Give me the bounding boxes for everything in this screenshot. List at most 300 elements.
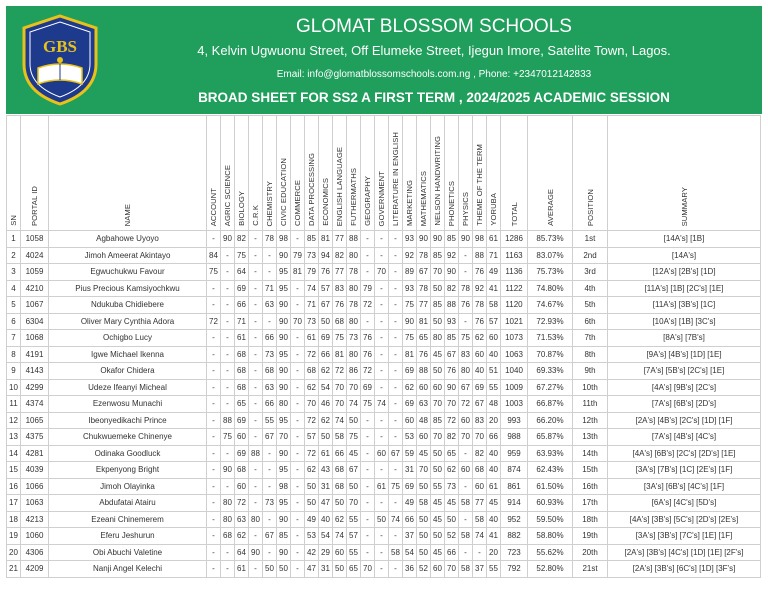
table-cell: 70 (277, 429, 291, 446)
table-cell: 88 (417, 363, 431, 380)
table-cell: - (361, 544, 375, 561)
table-cell: 88 (249, 445, 263, 462)
table-cell: 93 (403, 280, 417, 297)
table-cell: 2 (7, 247, 21, 264)
table-cell: - (389, 396, 403, 413)
table-cell: 80 (277, 396, 291, 413)
table-cell: 74.80% (528, 280, 573, 297)
table-cell: - (375, 346, 389, 363)
table-cell: - (389, 412, 403, 429)
table-cell: 85 (431, 247, 445, 264)
table-cell: 72 (445, 412, 459, 429)
table-cell: 64 (235, 544, 249, 561)
table-row (7, 429, 761, 446)
table-cell: 60 (235, 429, 249, 446)
column-header (305, 116, 319, 231)
table-cell: [7A's] [6B's] [2D's] (608, 396, 761, 413)
table-cell: 988 (501, 429, 528, 446)
table-cell: 69 (361, 379, 375, 396)
table-cell: [12A's] [2B's] [1D] (608, 264, 761, 281)
student-name-cell: Ochigbo Lucy (49, 330, 207, 347)
table-cell: 1122 (501, 280, 528, 297)
table-cell: - (207, 544, 221, 561)
table-cell: 6304 (21, 313, 49, 330)
table-cell: - (207, 297, 221, 314)
student-name-cell: Pius Precious Kamsiyochkwu (49, 280, 207, 297)
table-cell: 792 (501, 561, 528, 578)
table-cell: 6th (573, 313, 608, 330)
table-cell: 68 (235, 462, 249, 479)
table-cell: 58 (473, 511, 487, 528)
table-cell: - (375, 280, 389, 297)
table-cell: 72 (235, 495, 249, 512)
table-cell: 62 (403, 379, 417, 396)
table-row (7, 280, 761, 297)
table-cell: 74 (333, 528, 347, 545)
table-cell: - (291, 231, 305, 248)
table-cell: 90 (277, 363, 291, 380)
table-cell: - (249, 462, 263, 479)
table-cell: [10A's] [1B] [3C's] (608, 313, 761, 330)
table-cell: - (473, 544, 487, 561)
table-cell: 50 (417, 478, 431, 495)
table-cell: 57 (305, 429, 319, 446)
table-cell: 59 (403, 445, 417, 462)
table-cell: 77 (417, 297, 431, 314)
table-cell: 75.73% (528, 264, 573, 281)
school-contact: Email: info@glomatblossomschools.com.ng , Phone: +2347012142833 (276, 69, 592, 80)
table-cell: 73 (305, 313, 319, 330)
table-cell: 52.80% (528, 561, 573, 578)
student-name-cell: Ibeonyedikachi Prince (49, 412, 207, 429)
table-cell: 4210 (21, 280, 49, 297)
table-cell: 61 (487, 478, 501, 495)
table-cell: - (375, 379, 389, 396)
table-cell: 90 (277, 313, 291, 330)
table-cell: 50 (347, 412, 361, 429)
column-header (459, 116, 473, 231)
table-cell: 8th (573, 346, 608, 363)
table-cell: 61 (305, 330, 319, 347)
table-cell: 76 (473, 264, 487, 281)
table-row (7, 561, 761, 578)
table-cell: 84 (207, 247, 221, 264)
table-cell: 79 (361, 280, 375, 297)
table-cell: 20 (7, 544, 21, 561)
table-cell: 85 (431, 412, 445, 429)
table-cell: - (375, 231, 389, 248)
table-cell: - (389, 280, 403, 297)
table-cell: 67 (319, 297, 333, 314)
table-cell: 89 (403, 264, 417, 281)
table-cell: 62 (235, 528, 249, 545)
table-cell: 14 (7, 445, 21, 462)
table-cell: 50 (417, 544, 431, 561)
school-name: GLOMAT BLOSSOM SCHOOLS (296, 16, 572, 37)
table-row (7, 495, 761, 512)
column-header-label: LITERATURE IN ENGLISH (391, 132, 400, 226)
table-cell: 18 (7, 511, 21, 528)
table-cell: - (375, 462, 389, 479)
table-cell: 55 (347, 511, 361, 528)
table-cell: 7 (7, 330, 21, 347)
table-cell: 76 (361, 330, 375, 347)
table-cell: - (361, 313, 375, 330)
column-header (473, 116, 487, 231)
table-cell: 72 (305, 445, 319, 462)
table-row (7, 462, 761, 479)
table-cell: 69 (403, 363, 417, 380)
table-cell: 68 (305, 363, 319, 380)
table-cell: 88 (347, 231, 361, 248)
table-cell: 40 (319, 511, 333, 528)
table-cell: 75 (347, 429, 361, 446)
table-cell: 31 (319, 561, 333, 578)
table-cell: 71 (305, 297, 319, 314)
column-header-label: SN (9, 215, 18, 226)
table-cell: 4306 (21, 544, 49, 561)
table-cell: 17 (7, 495, 21, 512)
table-cell: 69 (235, 280, 249, 297)
table-cell: 60 (417, 429, 431, 446)
table-cell: 85 (445, 330, 459, 347)
student-name-cell: Chukwuemeke Chinenye (49, 429, 207, 446)
column-header (221, 116, 235, 231)
table-cell: 82 (235, 231, 249, 248)
table-cell: 85 (277, 528, 291, 545)
table-cell: 72 (361, 363, 375, 380)
column-header-label: ACCOUNT (209, 187, 218, 226)
table-cell: 1060 (21, 528, 49, 545)
table-cell: 50 (431, 528, 445, 545)
table-cell: 37 (403, 528, 417, 545)
table-cell: 37 (473, 561, 487, 578)
table-cell: 68 (333, 462, 347, 479)
table-cell: - (221, 280, 235, 297)
table-cell: 1st (573, 231, 608, 248)
table-cell: 53 (305, 528, 319, 545)
column-header (333, 116, 347, 231)
column-header-label: DATA PROCESSING (307, 153, 316, 226)
table-row (7, 313, 761, 330)
table-cell: 49 (487, 264, 501, 281)
table-cell: - (459, 313, 473, 330)
table-cell: - (459, 247, 473, 264)
table-cell: 1003 (501, 396, 528, 413)
table-cell: 45 (445, 495, 459, 512)
table-cell: [3A's] [3B's] [7C's] [1E] [1F] (608, 528, 761, 545)
table-cell: 61 (375, 478, 389, 495)
student-name-cell: Oliver Mary Cynthia Adora (49, 313, 207, 330)
table-cell: 88 (473, 247, 487, 264)
table-cell: 50 (333, 495, 347, 512)
table-cell: 50 (305, 478, 319, 495)
table-cell: 74 (347, 396, 361, 413)
table-cell: 4299 (21, 379, 49, 396)
table-cell: 75 (221, 429, 235, 446)
table-cell: 959 (501, 445, 528, 462)
table-cell: 52 (445, 528, 459, 545)
table-cell: 50 (445, 511, 459, 528)
table-cell: 81 (333, 346, 347, 363)
table-cell: 50 (431, 363, 445, 380)
table-cell: 61 (235, 330, 249, 347)
column-header-label: TOTAL (509, 201, 519, 226)
student-name-cell: Abdufatai Atairu (49, 495, 207, 512)
table-cell: 60 (375, 445, 389, 462)
table-cell: 61 (487, 231, 501, 248)
column-header-label: NELSON HANDWRITING (433, 136, 442, 226)
table-cell: 70.87% (528, 346, 573, 363)
table-cell: 54 (319, 379, 333, 396)
table-cell: 72 (459, 396, 473, 413)
table-cell: 80 (249, 511, 263, 528)
table-cell: 50 (431, 462, 445, 479)
table-cell: 79 (305, 264, 319, 281)
table-cell: - (291, 462, 305, 479)
table-cell: - (291, 561, 305, 578)
table-cell: 54 (319, 528, 333, 545)
table-cell: - (361, 528, 375, 545)
table-cell: - (389, 528, 403, 545)
table-cell: - (207, 280, 221, 297)
student-name-cell: Ezeani Chinemerem (49, 511, 207, 528)
table-cell: 70 (431, 396, 445, 413)
column-header (389, 116, 403, 231)
table-cell: 63.93% (528, 445, 573, 462)
column-header (487, 116, 501, 231)
table-cell: - (291, 495, 305, 512)
table-cell: 70 (417, 462, 431, 479)
table-cell: 77 (473, 495, 487, 512)
table-cell: - (291, 445, 305, 462)
table-cell: 68 (235, 346, 249, 363)
table-cell: 70 (445, 561, 459, 578)
table-cell: - (249, 396, 263, 413)
column-header-label: BIOLOGY (237, 191, 246, 226)
table-row (7, 445, 761, 462)
table-cell: - (291, 363, 305, 380)
column-header-label: NAME (123, 203, 132, 226)
table-cell: 47 (305, 561, 319, 578)
table-cell: 81 (417, 313, 431, 330)
table-cell: 90 (277, 297, 291, 314)
table-cell: - (291, 396, 305, 413)
column-header (235, 116, 249, 231)
table-cell: 50 (431, 280, 445, 297)
table-cell: 62 (319, 412, 333, 429)
table-cell: 78 (263, 231, 277, 248)
table-cell: 86 (347, 363, 361, 380)
table-row (7, 330, 761, 347)
table-cell: 1120 (501, 297, 528, 314)
table-cell: 1059 (21, 264, 49, 281)
table-cell: 1067 (21, 297, 49, 314)
table-cell: 58 (333, 429, 347, 446)
table-cell: 85 (445, 231, 459, 248)
table-cell: - (207, 511, 221, 528)
table-cell: [4A's] [9B's] [2C's] (608, 379, 761, 396)
table-cell: 72 (207, 313, 221, 330)
table-cell: 76 (473, 313, 487, 330)
table-cell: 4143 (21, 363, 49, 380)
table-cell: 43 (319, 462, 333, 479)
table-cell: 81 (403, 346, 417, 363)
table-cell: 16th (573, 478, 608, 495)
table-cell: 73 (263, 346, 277, 363)
column-header-label: AVERAGE (545, 189, 555, 226)
table-cell: 7th (573, 330, 608, 347)
table-cell: 45 (431, 346, 445, 363)
student-name-cell: Okafor Chidera (49, 363, 207, 380)
table-cell: [11A's] [1B] [2C's] [1E] (608, 280, 761, 297)
table-cell: 16 (7, 478, 21, 495)
table-cell: - (375, 297, 389, 314)
column-header (291, 116, 305, 231)
table-cell: [2A's] [3B's] [6C's] [1D] [3F's] (608, 561, 761, 578)
column-header-label: CHEMISTRY (265, 180, 274, 226)
table-cell: - (221, 445, 235, 462)
table-cell: 68 (473, 462, 487, 479)
table-cell: 65.87% (528, 429, 573, 446)
school-header-banner (6, 6, 762, 114)
table-cell: 75 (403, 330, 417, 347)
table-cell: 93 (403, 231, 417, 248)
table-cell: 882 (501, 528, 528, 545)
table-cell: - (221, 396, 235, 413)
table-cell: 54 (403, 544, 417, 561)
table-cell: 92 (473, 280, 487, 297)
table-cell: 75 (459, 330, 473, 347)
student-name-cell: Egwuchukwu Favour (49, 264, 207, 281)
table-cell: 45 (347, 445, 361, 462)
table-cell: 12 (7, 412, 21, 429)
table-cell: 45 (417, 445, 431, 462)
table-cell: - (207, 231, 221, 248)
table-cell: 66 (263, 396, 277, 413)
table-cell: 3 (7, 264, 21, 281)
table-cell: 80 (431, 330, 445, 347)
table-cell: - (249, 346, 263, 363)
table-cell: 62 (445, 462, 459, 479)
table-cell: 13 (7, 429, 21, 446)
table-cell: 40 (473, 363, 487, 380)
table-cell: - (249, 495, 263, 512)
table-cell: 19 (7, 528, 21, 545)
table-cell: 78 (473, 297, 487, 314)
column-header (7, 116, 21, 231)
table-cell: 50 (319, 313, 333, 330)
table-cell: 59.50% (528, 511, 573, 528)
table-cell: - (389, 462, 403, 479)
table-cell: 83.07% (528, 247, 573, 264)
table-cell: 15th (573, 462, 608, 479)
table-cell: - (249, 412, 263, 429)
table-cell: 66 (487, 429, 501, 446)
table-cell: 50 (417, 528, 431, 545)
table-cell: 70 (291, 313, 305, 330)
table-cell: 69 (235, 445, 249, 462)
table-cell: - (291, 511, 305, 528)
table-cell: - (207, 462, 221, 479)
table-cell: - (207, 495, 221, 512)
table-cell: - (375, 412, 389, 429)
table-cell: 52 (417, 561, 431, 578)
table-cell: - (249, 330, 263, 347)
table-cell: 78 (417, 280, 431, 297)
table-cell: 61 (319, 445, 333, 462)
student-name-cell: Odinaka Goodluck (49, 445, 207, 462)
table-cell: 4191 (21, 346, 49, 363)
table-cell: - (375, 561, 389, 578)
table-cell: 914 (501, 495, 528, 512)
table-cell: - (375, 330, 389, 347)
table-cell: - (207, 478, 221, 495)
column-header-label: CIVIC EDUCATION (279, 157, 288, 226)
table-cell: - (221, 544, 235, 561)
table-cell: 4 (7, 280, 21, 297)
table-cell: 82 (473, 445, 487, 462)
table-cell: 6 (7, 313, 21, 330)
table-cell: - (389, 379, 403, 396)
table-cell: - (389, 313, 403, 330)
table-cell: 64 (235, 264, 249, 281)
table-cell: 90 (403, 313, 417, 330)
table-cell: 66 (319, 346, 333, 363)
table-cell: - (263, 511, 277, 528)
table-cell: 60 (431, 561, 445, 578)
student-name-cell: Ndukuba Chidiebere (49, 297, 207, 314)
column-header-label: GEOGRAPHY (363, 176, 372, 226)
table-cell: 67 (473, 396, 487, 413)
table-cell: 85 (431, 297, 445, 314)
column-header-label: FUTHERMATHS (349, 168, 358, 226)
table-cell: - (221, 346, 235, 363)
table-cell: 62 (333, 511, 347, 528)
table-cell: 71.53% (528, 330, 573, 347)
column-header-label: COMMERCE (293, 180, 302, 226)
table-cell: 58 (417, 495, 431, 512)
table-cell: 14th (573, 445, 608, 462)
table-cell: - (221, 363, 235, 380)
table-cell: 4213 (21, 511, 49, 528)
table-cell: 98 (277, 478, 291, 495)
table-cell: - (389, 247, 403, 264)
table-cell: - (291, 544, 305, 561)
table-cell: 58 (389, 544, 403, 561)
table-cell: [3A's] [6B's] [4C's] [1F] (608, 478, 761, 495)
table-cell: - (389, 363, 403, 380)
table-cell: 68 (235, 363, 249, 380)
table-cell: - (389, 297, 403, 314)
table-cell: - (207, 363, 221, 380)
table-cell: - (291, 412, 305, 429)
table-cell: 67 (459, 379, 473, 396)
table-cell: 90 (277, 445, 291, 462)
table-cell: 70 (333, 396, 347, 413)
table-cell: 70 (375, 264, 389, 281)
table-cell: - (361, 247, 375, 264)
table-cell: 75 (389, 478, 403, 495)
table-cell: 70 (361, 561, 375, 578)
table-cell: 75 (361, 396, 375, 413)
table-cell: 75 (403, 297, 417, 314)
table-cell: 74 (333, 412, 347, 429)
table-cell: - (361, 412, 375, 429)
table-cell: 74 (389, 511, 403, 528)
table-cell: - (263, 313, 277, 330)
table-cell: 41 (487, 280, 501, 297)
